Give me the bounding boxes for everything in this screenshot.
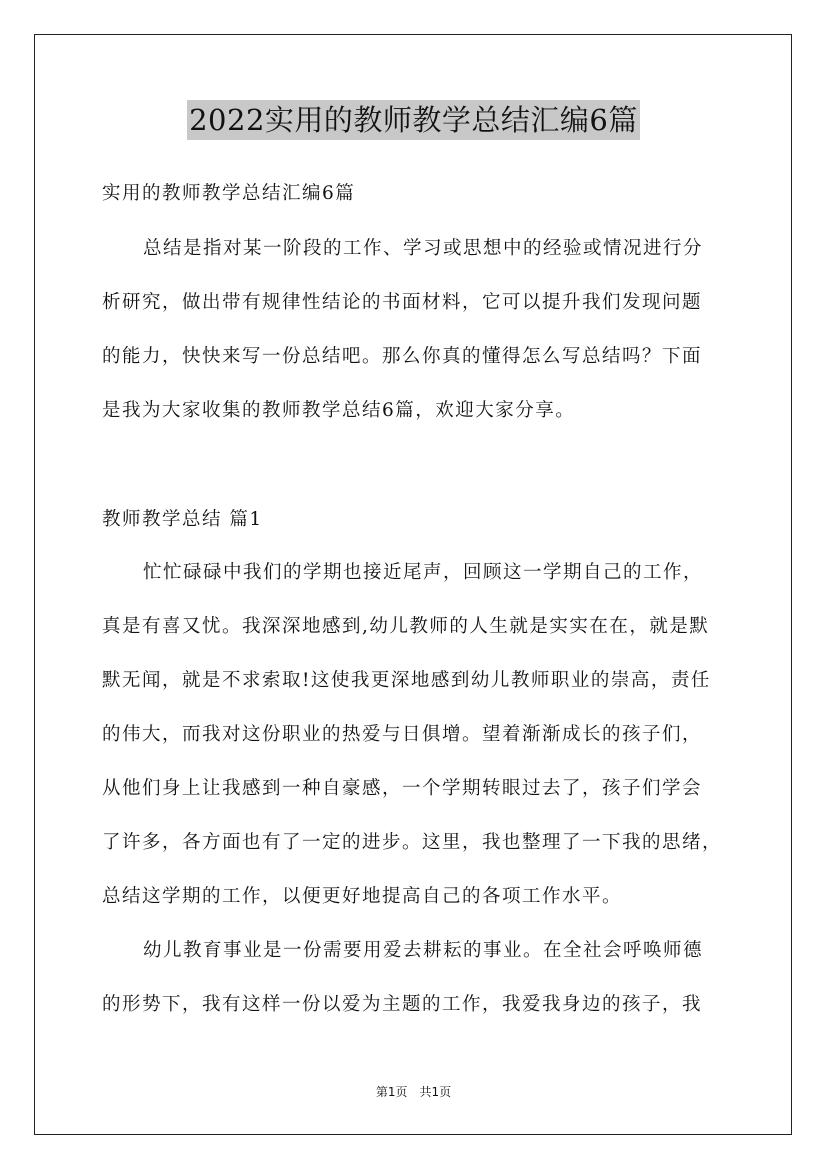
intro-line: 是我为大家收集的教师教学总结6篇，欢迎大家分享。 — [102, 400, 576, 421]
body-line: 总结这学期的工作，以便更好地提高自己的各项工作水平。 — [102, 886, 623, 907]
body-line: 忙忙碌碌中我们的学期也接近尾声，回顾这一学期自己的工作， — [143, 562, 704, 583]
body-line: 的形势下，我有这样一份以爱为主题的工作，我爱我身边的孩子，我 — [102, 994, 703, 1015]
page-footer: 第1页 共1页 — [375, 1085, 452, 1099]
intro-line: 析研究，做出带有规律性结论的书面材料，它可以提升我们发现问题 — [102, 292, 703, 313]
title-container — [0, 100, 827, 140]
body-line: 的伟大，而我对这份职业的热爱与日俱增。望着渐渐成长的孩子们， — [102, 724, 703, 745]
body-line: 真是有喜又忧。我深深地感到,幼儿教师的人生就是实实在在，就是默 — [102, 616, 710, 637]
intro-line: 的能力，快快来写一份总结吧。那么你真的懂得怎么写总结吗？下面 — [102, 346, 703, 367]
document-subtitle: 实用的教师教学总结汇编6篇 — [102, 183, 356, 204]
body-line: 默无闻，就是不求索取!这使我更深地感到幼儿教师职业的崇高，责任 — [102, 670, 711, 691]
body-line: 了许多，各方面也有了一定的进步。这里，我也整理了一下我的思绪， — [102, 832, 723, 853]
body-line: 从他们身上让我感到一种自豪感，一个学期转眼过去了，孩子们学会 — [102, 778, 703, 799]
body-line: 幼儿教育事业是一份需要用爱去耕耘的事业。在全社会呼唤师德 — [143, 940, 704, 961]
section-heading: 教师教学总结 篇1 — [102, 509, 263, 530]
intro-line: 总结是指对某一阶段的工作、学习或思想中的经验或情况进行分 — [143, 238, 704, 259]
document-title: 2022实用的教师教学总结汇编6篇 — [187, 100, 640, 140]
